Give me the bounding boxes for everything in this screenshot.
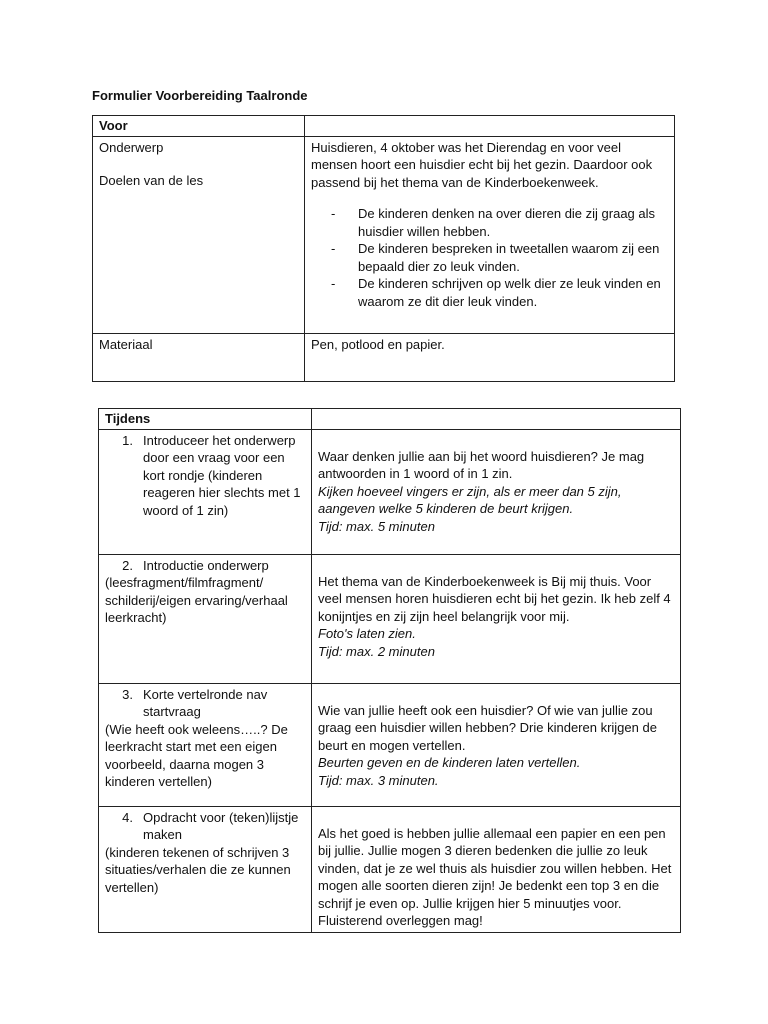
doelen-label: Doelen van de les <box>99 173 204 188</box>
step-content-cell <box>312 806 681 932</box>
voor-header: Voor <box>93 116 305 137</box>
doel-item: - De kinderen bespreken in tweetallen waarom zij een bepaald dier zo leuk vinden. <box>331 240 668 275</box>
step-title: Introduceer het onderwerp door een vraag voor een kort rondje (kinderen reageren hier slechts met 1 woord of 1 zin) <box>143 432 301 518</box>
onderwerp-label: Onderwerp <box>99 139 164 155</box>
step-title: Opdracht voor (teken)lijstje maken <box>143 809 299 842</box>
materiaal-label: Materiaal <box>93 333 305 381</box>
step-number: 2. <box>122 557 133 573</box>
step-text: Wie van jullie heeft ook een huisdier? Of wie van jullie zou graag een huisdier willen hebben? Drie kinderen krijgen de beurt en mogen vertellen. <box>318 702 657 753</box>
step-instruction: Foto's laten zien. <box>318 626 416 641</box>
step-cell <box>99 683 312 806</box>
step-time: Tijd: max. 2 minuten <box>318 643 435 659</box>
step-time: Tijd: max. 3 minuten. <box>318 772 439 788</box>
doel-item: - De kinderen schrijven op welk dier ze leuk vinden en waarom ze dit dier leuk vinden. <box>331 275 668 310</box>
onderwerp-text: Huisdieren, 4 oktober was het Dierendag en voor veel mensen hoort een huisdier echt bij het gezin. Daardoor ook passend bij het thema van de Kinderboekenweek. <box>311 139 653 190</box>
step-title: Korte vertelronde nav startvraag <box>143 686 268 719</box>
step-number: 4. <box>122 809 133 825</box>
step-cell <box>99 806 312 932</box>
tijdens-header-empty <box>312 409 681 430</box>
tijdens-table <box>98 408 681 933</box>
doel-item: - De kinderen denken na over dieren die zij graag als huisdier willen hebben. <box>331 205 668 240</box>
onderwerp-content-cell <box>305 136 675 333</box>
materiaal-text: Pen, potlood en papier. <box>305 333 675 381</box>
step-number: 1. <box>122 432 133 448</box>
step-instruction: Kijken hoeveel vingers er zijn, als er meer dan 5 zijn, aangeven welke 5 kinderen de beurt krijgen. <box>318 483 622 516</box>
step-time: Tijd: max. 5 minuten <box>318 518 435 534</box>
step-text: Waar denken jullie aan bij het woord huisdieren? Je mag antwoorden in 1 woord of in 1 zin. <box>318 448 645 481</box>
step-text: Als het goed is hebben jullie allemaal een papier en een pen bij jullie. Jullie mogen 3 dieren bedenken die jullie zo leuk vinden, dat je ze wel thuis als huisdier zou willen hebben. Het mogen alle soorten dieren zijn! Je bedenkt een top 3 en die schrijf je even op. Jullie krijgen hier 5 minuutjes voor. Fluisterend overleggen mag! <box>318 825 672 928</box>
onderwerp-label-cell <box>93 136 305 333</box>
doelen-list <box>311 205 668 310</box>
step-instruction: Beurten geven en de kinderen laten vertellen. <box>318 755 581 770</box>
voor-header-empty <box>305 116 675 137</box>
step-content-cell <box>312 429 681 554</box>
voor-table <box>92 115 675 382</box>
step-subtext: (leesfragment/filmfragment/ schilderij/eigen ervaring/verhaal leerkracht) <box>105 575 288 625</box>
step-cell <box>99 429 312 554</box>
step-subtext: (kinderen tekenen of schrijven 3 situaties/verhalen die ze kunnen vertellen) <box>105 844 291 895</box>
step-title: Introductie onderwerp <box>143 557 269 573</box>
step-subtext: (Wie heeft ook weleens…..? De leerkracht start met een eigen voorbeeld, daarna mogen 3 kinderen vertellen) <box>105 721 288 789</box>
step-cell <box>99 554 312 683</box>
step-content-cell <box>312 683 681 806</box>
step-text: Het thema van de Kinderboekenweek is Bij mij thuis. Voor veel mensen horen huisdieren echt bij het gezin. Ik heb zelf 4 konijntjes en zij zijn heel belangrijk voor mij. <box>318 573 671 624</box>
step-content-cell <box>312 554 681 683</box>
document-title: Formulier Voorbereiding Taalronde <box>92 88 308 103</box>
step-number: 3. <box>122 686 133 702</box>
tijdens-header: Tijdens <box>99 409 312 430</box>
